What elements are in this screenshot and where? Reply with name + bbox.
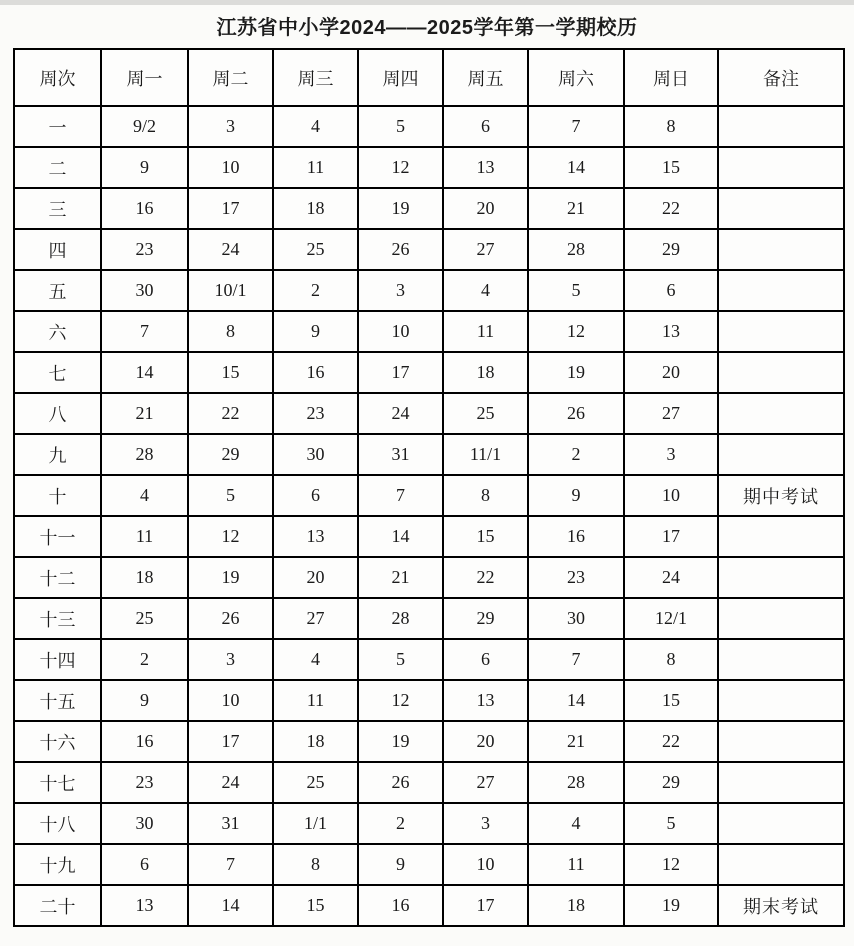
- day-cell: 1/1: [273, 803, 358, 844]
- column-header: 周三: [273, 49, 358, 106]
- day-cell: 2: [101, 639, 188, 680]
- week-number-cell: 八: [14, 393, 101, 434]
- day-cell: 13: [101, 885, 188, 926]
- day-cell: 21: [528, 721, 624, 762]
- day-cell: 29: [188, 434, 273, 475]
- note-cell: 期末考试: [718, 885, 844, 926]
- day-cell: 7: [101, 311, 188, 352]
- day-cell: 14: [358, 516, 443, 557]
- day-cell: 12: [528, 311, 624, 352]
- day-cell: 11: [528, 844, 624, 885]
- day-cell: 2: [273, 270, 358, 311]
- day-cell: 24: [188, 762, 273, 803]
- day-cell: 27: [443, 229, 528, 270]
- table-row: [14, 680, 844, 721]
- day-cell: 10: [358, 311, 443, 352]
- day-cell: 17: [188, 721, 273, 762]
- note-cell: 期中考试: [718, 475, 844, 516]
- week-number-cell: 四: [14, 229, 101, 270]
- day-cell: 27: [273, 598, 358, 639]
- day-cell: 22: [624, 188, 718, 229]
- day-cell: 9: [358, 844, 443, 885]
- table-row: [14, 188, 844, 229]
- day-cell: 2: [528, 434, 624, 475]
- day-cell: 30: [528, 598, 624, 639]
- day-cell: 15: [624, 680, 718, 721]
- day-cell: 18: [528, 885, 624, 926]
- table-row: [14, 516, 844, 557]
- top-strip: [0, 0, 854, 5]
- day-cell: 11: [273, 680, 358, 721]
- day-cell: 9: [528, 475, 624, 516]
- day-cell: 18: [273, 721, 358, 762]
- column-header: 周五: [443, 49, 528, 106]
- note-cell: [718, 557, 844, 598]
- day-cell: 3: [624, 434, 718, 475]
- day-cell: 15: [624, 147, 718, 188]
- day-cell: 6: [443, 639, 528, 680]
- table-row: [14, 557, 844, 598]
- day-cell: 25: [443, 393, 528, 434]
- day-cell: 2: [358, 803, 443, 844]
- day-cell: 29: [624, 762, 718, 803]
- day-cell: 5: [358, 106, 443, 147]
- day-cell: 8: [443, 475, 528, 516]
- week-number-cell: 九: [14, 434, 101, 475]
- day-cell: 12/1: [624, 598, 718, 639]
- day-cell: 16: [101, 188, 188, 229]
- day-cell: 10: [188, 147, 273, 188]
- day-cell: 31: [358, 434, 443, 475]
- day-cell: 21: [101, 393, 188, 434]
- day-cell: 18: [443, 352, 528, 393]
- day-cell: 26: [358, 762, 443, 803]
- day-cell: 30: [101, 803, 188, 844]
- day-cell: 15: [188, 352, 273, 393]
- day-cell: 22: [624, 721, 718, 762]
- day-cell: 4: [443, 270, 528, 311]
- week-number-cell: 十八: [14, 803, 101, 844]
- day-cell: 11: [101, 516, 188, 557]
- day-cell: 13: [443, 680, 528, 721]
- week-number-cell: 二: [14, 147, 101, 188]
- day-cell: 28: [101, 434, 188, 475]
- day-cell: 7: [528, 639, 624, 680]
- column-header: 备注: [718, 49, 844, 106]
- day-cell: 3: [358, 270, 443, 311]
- day-cell: 10: [624, 475, 718, 516]
- day-cell: 9: [273, 311, 358, 352]
- day-cell: 22: [443, 557, 528, 598]
- day-cell: 8: [273, 844, 358, 885]
- note-cell: [718, 229, 844, 270]
- day-cell: 22: [188, 393, 273, 434]
- day-cell: 9: [101, 147, 188, 188]
- note-cell: [718, 434, 844, 475]
- day-cell: 12: [358, 680, 443, 721]
- day-cell: 8: [188, 311, 273, 352]
- day-cell: 28: [528, 762, 624, 803]
- note-cell: [718, 311, 844, 352]
- table-row: [14, 352, 844, 393]
- day-cell: 16: [358, 885, 443, 926]
- table-row: [14, 434, 844, 475]
- note-cell: [718, 393, 844, 434]
- day-cell: 19: [624, 885, 718, 926]
- day-cell: 10: [443, 844, 528, 885]
- day-cell: 20: [443, 721, 528, 762]
- week-number-cell: 十九: [14, 844, 101, 885]
- day-cell: 4: [528, 803, 624, 844]
- day-cell: 4: [101, 475, 188, 516]
- day-cell: 24: [624, 557, 718, 598]
- day-cell: 3: [188, 639, 273, 680]
- day-cell: 5: [188, 475, 273, 516]
- day-cell: 26: [358, 229, 443, 270]
- day-cell: 3: [188, 106, 273, 147]
- column-header: 周次: [14, 49, 101, 106]
- table-row: [14, 311, 844, 352]
- day-cell: 28: [358, 598, 443, 639]
- header-row: [14, 49, 844, 106]
- page-title: 江苏省中小学2024——2025学年第一学期校历: [216, 17, 638, 39]
- day-cell: 14: [528, 680, 624, 721]
- day-cell: 24: [188, 229, 273, 270]
- day-cell: 6: [443, 106, 528, 147]
- day-cell: 14: [101, 352, 188, 393]
- day-cell: 11: [273, 147, 358, 188]
- day-cell: 14: [188, 885, 273, 926]
- table-row: [14, 885, 844, 926]
- day-cell: 3: [443, 803, 528, 844]
- day-cell: 19: [358, 188, 443, 229]
- column-header: 周四: [358, 49, 443, 106]
- note-cell: [718, 680, 844, 721]
- day-cell: 5: [358, 639, 443, 680]
- day-cell: 6: [273, 475, 358, 516]
- day-cell: 11/1: [443, 434, 528, 475]
- week-number-cell: 一: [14, 106, 101, 147]
- note-cell: [718, 352, 844, 393]
- day-cell: 8: [624, 106, 718, 147]
- week-number-cell: 十一: [14, 516, 101, 557]
- table-row: [14, 393, 844, 434]
- day-cell: 26: [528, 393, 624, 434]
- day-cell: 29: [624, 229, 718, 270]
- day-cell: 7: [358, 475, 443, 516]
- day-cell: 7: [188, 844, 273, 885]
- day-cell: 21: [358, 557, 443, 598]
- day-cell: 20: [273, 557, 358, 598]
- week-number-cell: 三: [14, 188, 101, 229]
- day-cell: 8: [624, 639, 718, 680]
- column-header: 周一: [101, 49, 188, 106]
- day-cell: 18: [273, 188, 358, 229]
- note-cell: [718, 639, 844, 680]
- table-row: [14, 270, 844, 311]
- day-cell: 4: [273, 639, 358, 680]
- day-cell: 12: [624, 844, 718, 885]
- day-cell: 16: [528, 516, 624, 557]
- day-cell: 19: [528, 352, 624, 393]
- day-cell: 13: [273, 516, 358, 557]
- day-cell: 15: [443, 516, 528, 557]
- day-cell: 10: [188, 680, 273, 721]
- day-cell: 6: [101, 844, 188, 885]
- day-cell: 16: [273, 352, 358, 393]
- week-number-cell: 十七: [14, 762, 101, 803]
- day-cell: 5: [528, 270, 624, 311]
- week-number-cell: 六: [14, 311, 101, 352]
- day-cell: 15: [273, 885, 358, 926]
- note-cell: [718, 516, 844, 557]
- day-cell: 14: [528, 147, 624, 188]
- day-cell: 6: [624, 270, 718, 311]
- note-cell: [718, 721, 844, 762]
- note-cell: [718, 147, 844, 188]
- day-cell: 13: [624, 311, 718, 352]
- day-cell: 24: [358, 393, 443, 434]
- week-number-cell: 十二: [14, 557, 101, 598]
- day-cell: 5: [624, 803, 718, 844]
- day-cell: 25: [273, 762, 358, 803]
- day-cell: 11: [443, 311, 528, 352]
- day-cell: 25: [273, 229, 358, 270]
- day-cell: 17: [624, 516, 718, 557]
- day-cell: 20: [443, 188, 528, 229]
- day-cell: 30: [273, 434, 358, 475]
- day-cell: 18: [101, 557, 188, 598]
- day-cell: 12: [358, 147, 443, 188]
- day-cell: 21: [528, 188, 624, 229]
- table-row: [14, 229, 844, 270]
- week-number-cell: 十三: [14, 598, 101, 639]
- week-number-cell: 十: [14, 475, 101, 516]
- day-cell: 7: [528, 106, 624, 147]
- day-cell: 17: [358, 352, 443, 393]
- day-cell: 4: [273, 106, 358, 147]
- table-row: [14, 844, 844, 885]
- day-cell: 23: [101, 229, 188, 270]
- week-number-cell: 十六: [14, 721, 101, 762]
- day-cell: 19: [358, 721, 443, 762]
- note-cell: [718, 106, 844, 147]
- day-cell: 9/2: [101, 106, 188, 147]
- day-cell: 23: [101, 762, 188, 803]
- table-row: [14, 475, 844, 516]
- day-cell: 17: [443, 885, 528, 926]
- school-calendar-table: [13, 48, 845, 927]
- day-cell: 23: [528, 557, 624, 598]
- table-row: [14, 147, 844, 188]
- day-cell: 16: [101, 721, 188, 762]
- note-cell: [718, 270, 844, 311]
- day-cell: 30: [101, 270, 188, 311]
- week-number-cell: 十四: [14, 639, 101, 680]
- day-cell: 17: [188, 188, 273, 229]
- note-cell: [718, 844, 844, 885]
- week-number-cell: 五: [14, 270, 101, 311]
- day-cell: 28: [528, 229, 624, 270]
- table-row: [14, 803, 844, 844]
- column-header: 周六: [528, 49, 624, 106]
- table-row: [14, 762, 844, 803]
- day-cell: 23: [273, 393, 358, 434]
- table-row: [14, 721, 844, 762]
- day-cell: 19: [188, 557, 273, 598]
- column-header: 周日: [624, 49, 718, 106]
- calendar-table-body: [14, 106, 844, 926]
- day-cell: 25: [101, 598, 188, 639]
- day-cell: 27: [443, 762, 528, 803]
- note-cell: [718, 188, 844, 229]
- day-cell: 10/1: [188, 270, 273, 311]
- day-cell: 27: [624, 393, 718, 434]
- day-cell: 12: [188, 516, 273, 557]
- week-number-cell: 十五: [14, 680, 101, 721]
- column-header: 周二: [188, 49, 273, 106]
- day-cell: 13: [443, 147, 528, 188]
- week-number-cell: 七: [14, 352, 101, 393]
- table-row: [14, 598, 844, 639]
- note-cell: [718, 803, 844, 844]
- day-cell: 29: [443, 598, 528, 639]
- day-cell: 9: [101, 680, 188, 721]
- table-row: [14, 106, 844, 147]
- note-cell: [718, 762, 844, 803]
- week-number-cell: 二十: [14, 885, 101, 926]
- day-cell: 20: [624, 352, 718, 393]
- note-cell: [718, 598, 844, 639]
- day-cell: 26: [188, 598, 273, 639]
- day-cell: 31: [188, 803, 273, 844]
- table-row: [14, 639, 844, 680]
